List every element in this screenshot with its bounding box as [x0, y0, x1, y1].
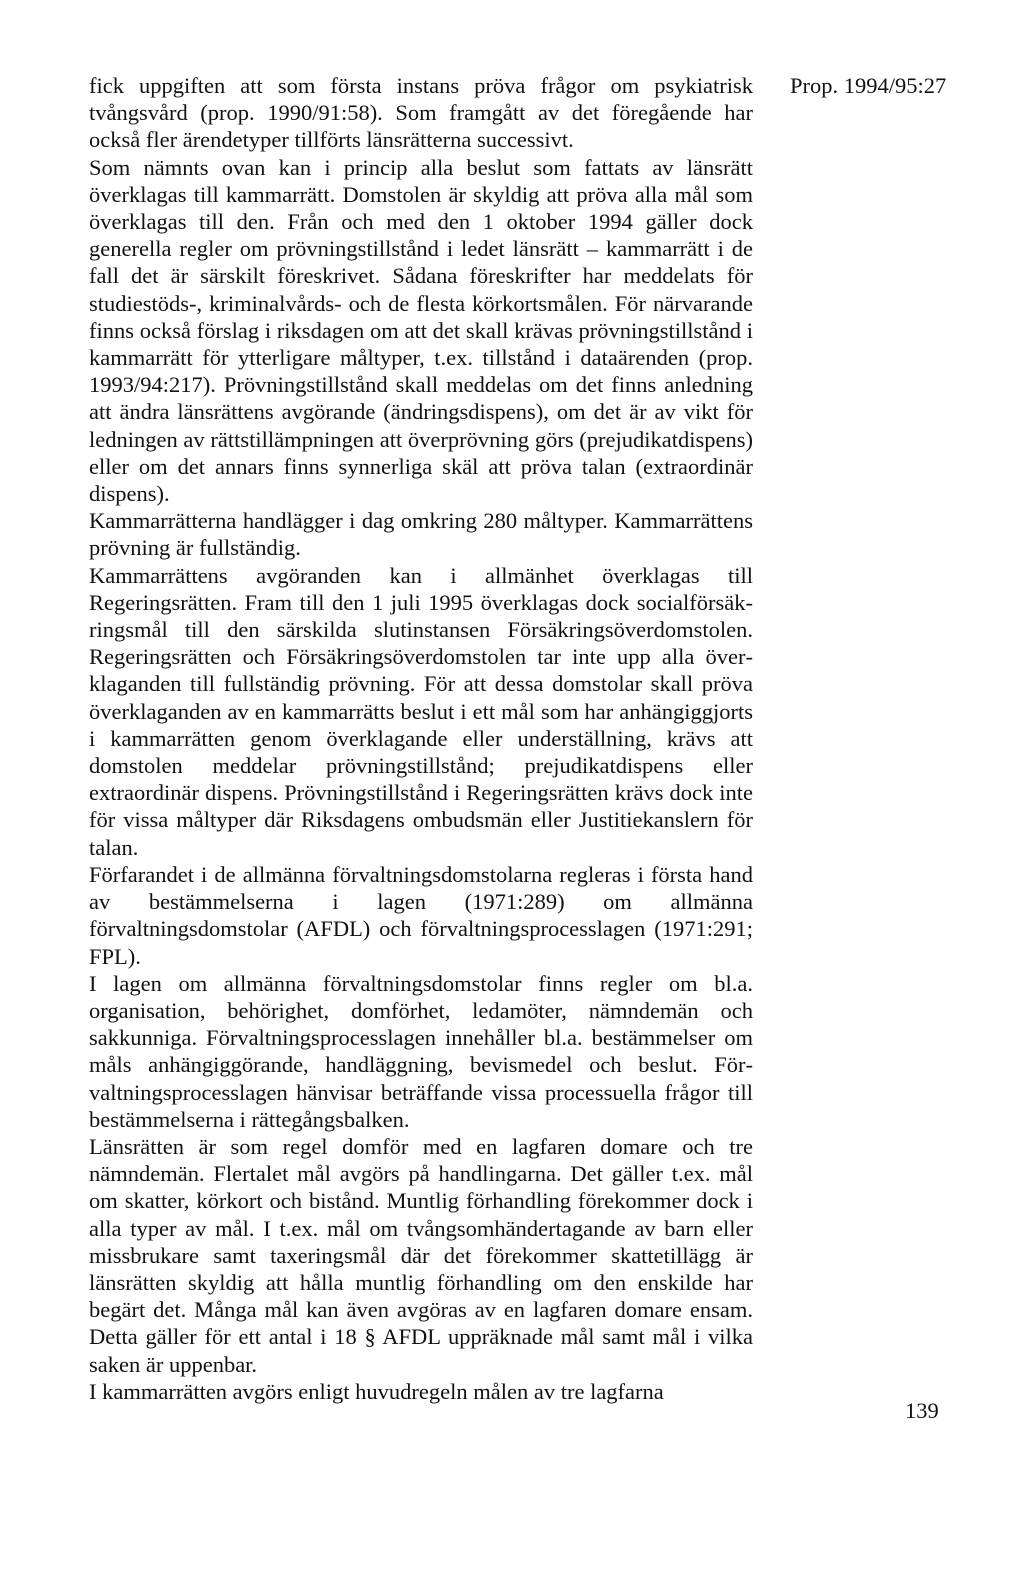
paragraph: fick uppgiften att som första instans pröva frågor om psykiatrisk tvångsvård (prop. 1990/91:58). Som framgått av det föregående har också fler ärendetyper tillförts länsrätterna successivt.: [89, 73, 753, 153]
page-body: [89, 72, 753, 1405]
paragraph: Kammarrätterna handlägger i dag omkring 280 måltyper. Kammarrättens prövning är fullständig.: [89, 508, 753, 561]
paragraph: Förfarandet i de allmänna förvaltningsdomstolarna regleras i första hand av bestämmelserna i lagen (1971:289) om allmänna förvaltningsdomstolar (AFDL) och förvaltningsprocesslagen (1971:291; FPL).: [89, 861, 753, 969]
paragraph: Som nämnts ovan kan i princip alla beslut som fattats av länsrätt överklagas till kammarrätt. Domstolen är skyldig att pröva alla mål som överklagas till den. Från och med den 1 oktober 1994 gäller dock generella regler om prövningstillstånd i ledet länsrätt – kammarrätt i de fall det är särskilt föreskrivet. Sådana föreskrifter har meddelats för studiestöds-, kriminalvårds- och de flesta körkortsmålen. För närvarande finns också förslag i riksdagen om att det skall krävas prövningstillstånd i kammarrätt för ytterligare måltyper, t.ex. tillstånd i dataärenden (prop. 1993/94:217). Prövningstillstånd skall meddelas om det finns anledning att ändra länsrättens avgörande (ändringsdispens), om det är av vikt för ledningen av rättstillämpningen att överprövning görs (prejudikatdispens) eller om det annars finns synnerliga skäl att pröva talan (extraordinär dispens).: [89, 154, 753, 507]
paragraph: I kammarrätten avgörs enligt huvudregeln målen av tre lagfarna: [89, 1378, 664, 1404]
paragraph: Länsrätten är som regel domför med en lagfaren domare och tre nämndemän. Flertalet mål avgörs på handlingarna. Det gäller t.ex. mål om skatter, körkort och bistånd. Muntlig förhandling förekommer dock i alla typer av mål. I t.ex. mål om tvångsomhändertagande av barn eller missbrukare samt taxeringsmål där det förekommer skattetillägg är länsrätten skyldig att hålla muntlig förhandling om den enskilde har begärt det. Många mål kan även avgöras av en lagfaren domare ensam. Detta gäller för ett antal i 18 § AFDL uppräknade mål samt mål i vilka saken är uppenbar.: [89, 1133, 753, 1377]
page-number: 139: [905, 1398, 939, 1423]
paragraph: I lagen om allmänna förvaltningsdomstolar finns regler om bl.a. organisation, behörighet, domförhet, ledamöter, nämndemän och sakkunniga. Förvaltningsprocesslagen innehåller bl.a. bestämmelser om måls anhängiggörande, handläggning, bevismedel och beslut. Förvaltningsprocesslagen hänvisar beträffande vissa processuella frågor till bestämmelserna i rättegångsbalken.: [89, 970, 753, 1132]
paragraph: Kammarrättens avgöranden kan i allmänhet överklagas till Regeringsrätten. Fram till den 1 juli 1995 överklagas dock socialförsäkringsmål till den särskilda slutinstansen Försäkringsöverdomstolen. Regeringsrätten och Försäkringsöverdomstolen tar inte upp alla överklaganden till fullständig prövning. För att dessa domstolar skall pröva överklaganden av en kammarrätts beslut i ett mål som har anhängiggjorts i kammarrätten genom överklagande eller underställning, krävs att domstolen meddelar prövningstillstånd; prejudikatdispens eller extraordinär dispens. Prövningstillstånd i Regeringsrätten krävs dock inte för vissa måltyper där Riksdagens ombudsmän eller Justitiekanslern för talan.: [89, 562, 753, 860]
document-reference: Prop. 1994/95:27: [790, 73, 947, 98]
